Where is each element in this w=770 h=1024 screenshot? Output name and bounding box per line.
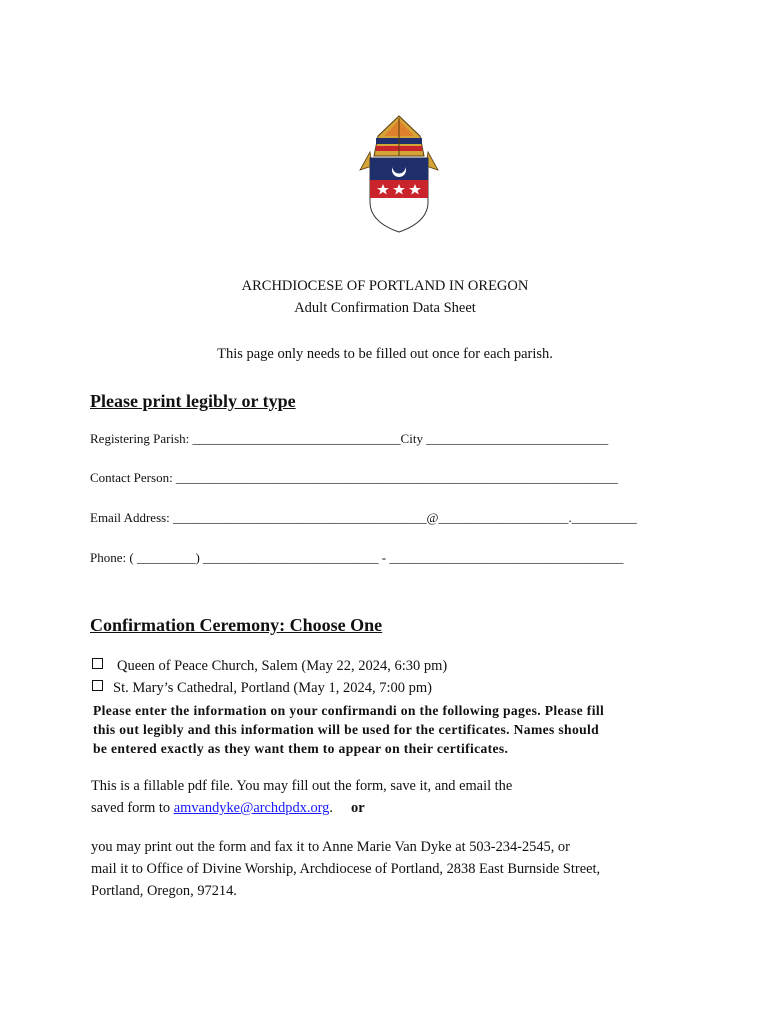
document-title: Adult Confirmation Data Sheet <box>294 300 476 316</box>
option-label: Queen of Peace Church, Salem (May 22, 2024, 6:30 pm) <box>117 658 448 674</box>
ceremony-heading: Confirmation Ceremony: Choose One <box>90 615 383 635</box>
email-address-field[interactable]: Email Address: _______________________________________@____________________.__________ <box>90 510 637 525</box>
print-legibly-heading: Please print legibly or type <box>90 391 296 411</box>
instructions-line: this out legibly and this information will be used for the certificates. Names should <box>93 722 600 737</box>
submission-line <box>91 797 701 819</box>
submission-paragraph <box>91 775 701 819</box>
instructions-line: be entered exactly as they want them to appear on their certificates. <box>93 741 509 756</box>
archdiocese-coat-of-arms <box>356 114 442 234</box>
submission-line: This is a fillable pdf file. You may fill out the form, save it, and email the <box>91 778 513 794</box>
phone-field[interactable]: Phone: ( _________) ___________________________ - ____________________________________ <box>90 550 624 565</box>
or-label: or <box>351 800 365 816</box>
certificate-instructions <box>93 701 693 758</box>
alt-line: you may print out the form and fax it to Anne Marie Van Dyke at 503-234-2545, or <box>91 839 570 855</box>
text: . <box>329 800 333 816</box>
ceremony-option-st-marys[interactable] <box>92 680 432 697</box>
alt-line: mail it to Office of Divine Worship, Archdiocese of Portland, 2838 East Burnside Street, <box>91 861 601 877</box>
email-link[interactable]: amvandyke@archdpdx.org <box>173 800 330 816</box>
parish-note: This page only needs to be filled out once for each parish. <box>217 346 553 362</box>
checkbox[interactable] <box>92 658 103 669</box>
instructions-line: Please enter the information on your confirmandi on the following pages. Please fill <box>93 703 605 718</box>
option-label: St. Mary’s Cathedral, Portland (May 1, 2024, 7:00 pm) <box>113 680 432 696</box>
org-name: ARCHDIOCESE OF PORTLAND IN OREGON <box>241 278 529 294</box>
alt-line: Portland, Oregon, 97214. <box>91 883 237 899</box>
alternative-submission-paragraph <box>91 836 701 902</box>
contact-person-field[interactable]: Contact Person: ____________________________________________________________________ <box>90 470 618 485</box>
text: saved form to <box>91 800 174 816</box>
registering-parish-field[interactable]: Registering Parish: ________________________________City ____________________________ <box>90 431 609 446</box>
ceremony-option-queen-of-peace[interactable] <box>92 658 447 675</box>
checkbox[interactable] <box>92 680 103 691</box>
